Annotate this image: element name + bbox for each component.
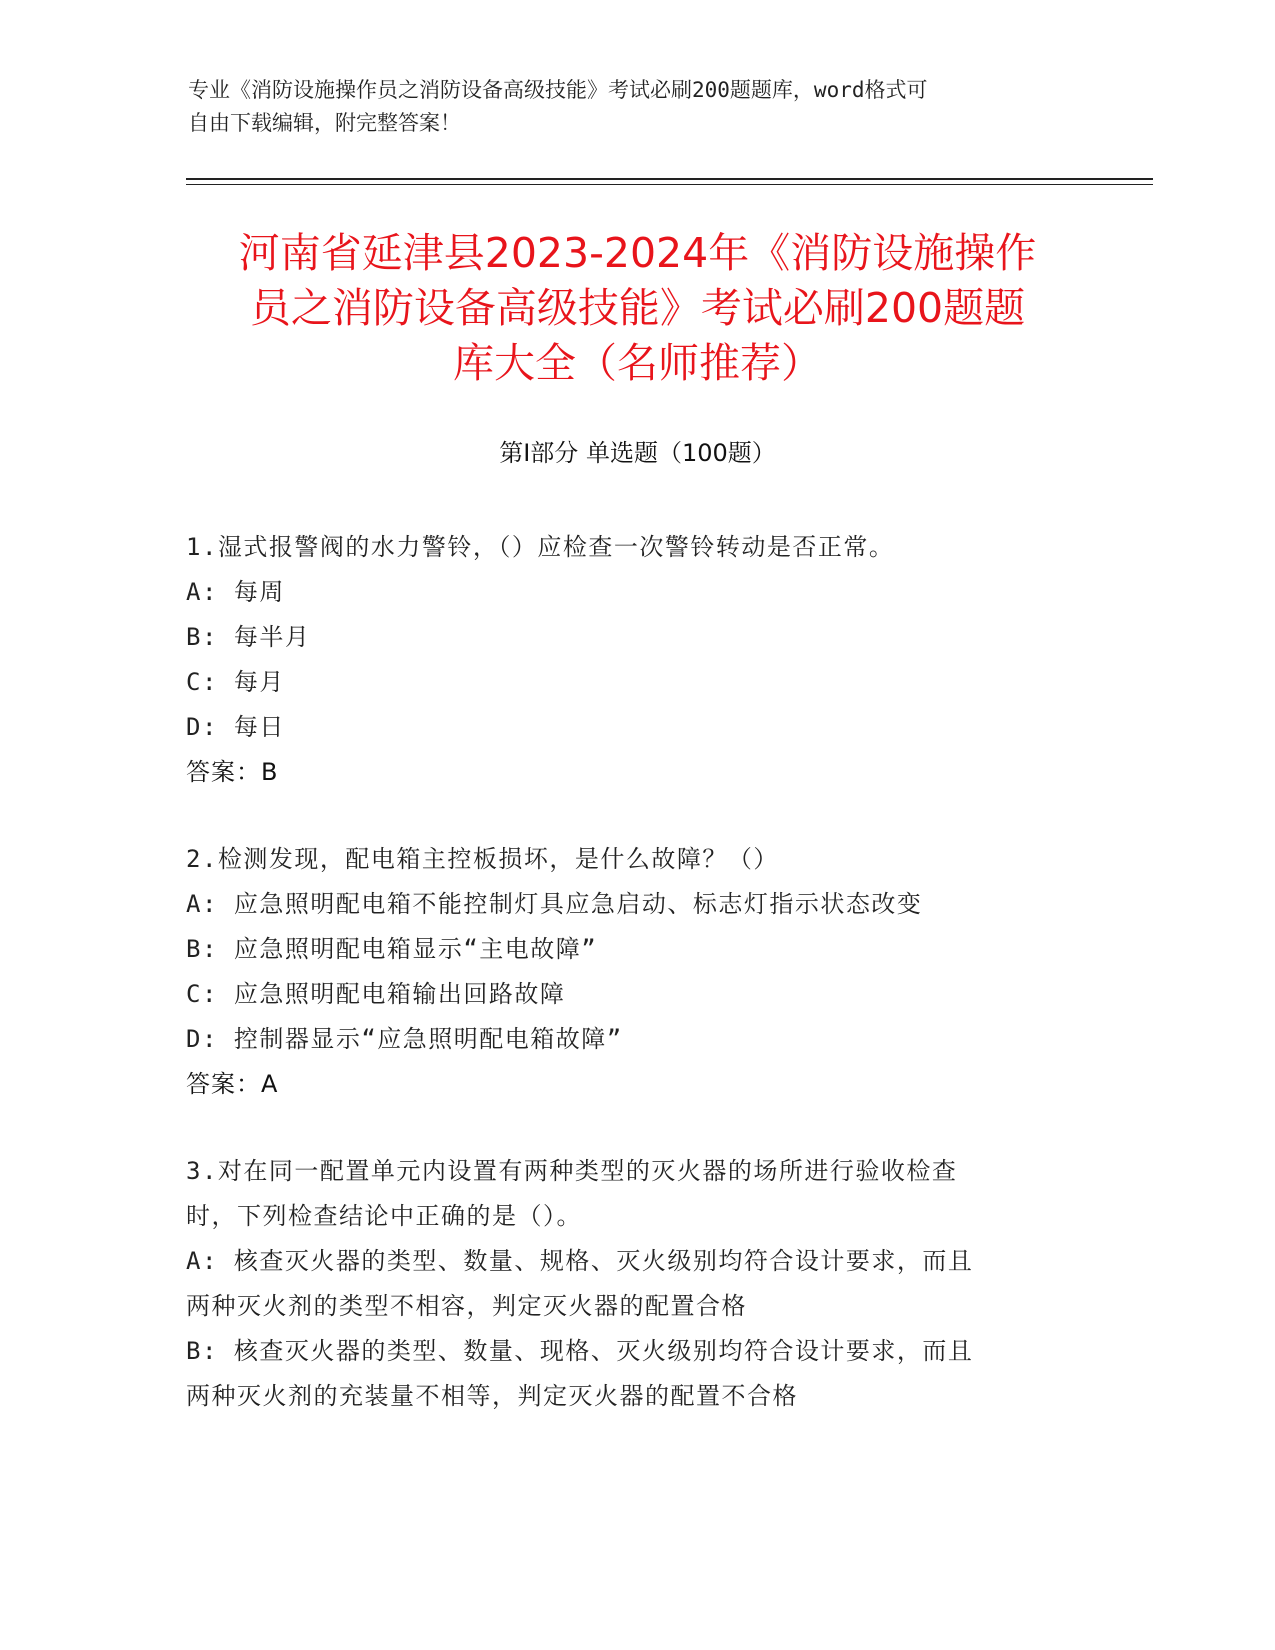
option-d: D: 每日 (186, 713, 285, 741)
option-b: B: 应急照明配电箱显示“主电故障” (186, 935, 598, 963)
answer: 答案：A (186, 1070, 279, 1098)
header-divider-thin (186, 184, 1153, 185)
option-b-line-2: 两种灭火剂的充装量不相等，判定灭火器的配置不合格 (186, 1382, 798, 1410)
question-3 (186, 1149, 1086, 1419)
question-2 (186, 837, 1086, 1107)
option-a-line-1: A: 核查灭火器的类型、数量、规格、灭火级别均符合设计要求，而且 (186, 1247, 974, 1275)
section-title: 第Ⅰ部分 单选题（100题） (499, 439, 776, 467)
option-a-line-2: 两种灭火剂的类型不相容，判定灭火器的配置合格 (186, 1292, 747, 1320)
option-b-line-1: B: 核查灭火器的类型、数量、现格、灭火级别均符合设计要求，而且 (186, 1337, 974, 1365)
header-note (188, 74, 1068, 140)
question-1 (186, 525, 1086, 795)
option-d: D: 控制器显示“应急照明配电箱故障” (186, 1025, 623, 1053)
question-list (186, 525, 1086, 1461)
option-c: C: 每月 (186, 668, 285, 696)
header-note-line-2: 自由下载编辑，附完整答案！ (188, 111, 461, 135)
answer: 答案：B (186, 758, 279, 786)
question-stem-line-1: 3.对在同一配置单元内设置有两种类型的灭火器的场所进行验收检查 (186, 1157, 958, 1185)
question-stem: 1.湿式报警阀的水力警铃，（）应检查一次警铃转动是否正常。 (186, 533, 895, 561)
question-stem: 2.检测发现，配电箱主控板损坏，是什么故障？（） (186, 845, 779, 873)
document-title (150, 226, 1125, 391)
title-line-2: 员之消防设备高级技能》考试必刷200题题 (249, 284, 1026, 332)
header-note-line-1: 专业《消防设施操作员之消防设备高级技能》考试必刷200题题库，word格式可 (188, 78, 928, 102)
option-b: B: 每半月 (186, 623, 311, 651)
option-a: A: 应急照明配电箱不能控制灯具应急启动、标志灯指示状态改变 (186, 890, 923, 918)
option-a: A: 每周 (186, 578, 285, 606)
option-c: C: 应急照明配电箱输出回路故障 (186, 980, 566, 1008)
title-line-1: 河南省延津县2023-2024年《消防设施操作 (238, 229, 1037, 277)
question-stem-line-2: 时，下列检查结论中正确的是（）。 (186, 1202, 582, 1230)
title-line-3: 库大全（名师推荐） (453, 339, 822, 387)
header-divider-thick (186, 178, 1153, 180)
